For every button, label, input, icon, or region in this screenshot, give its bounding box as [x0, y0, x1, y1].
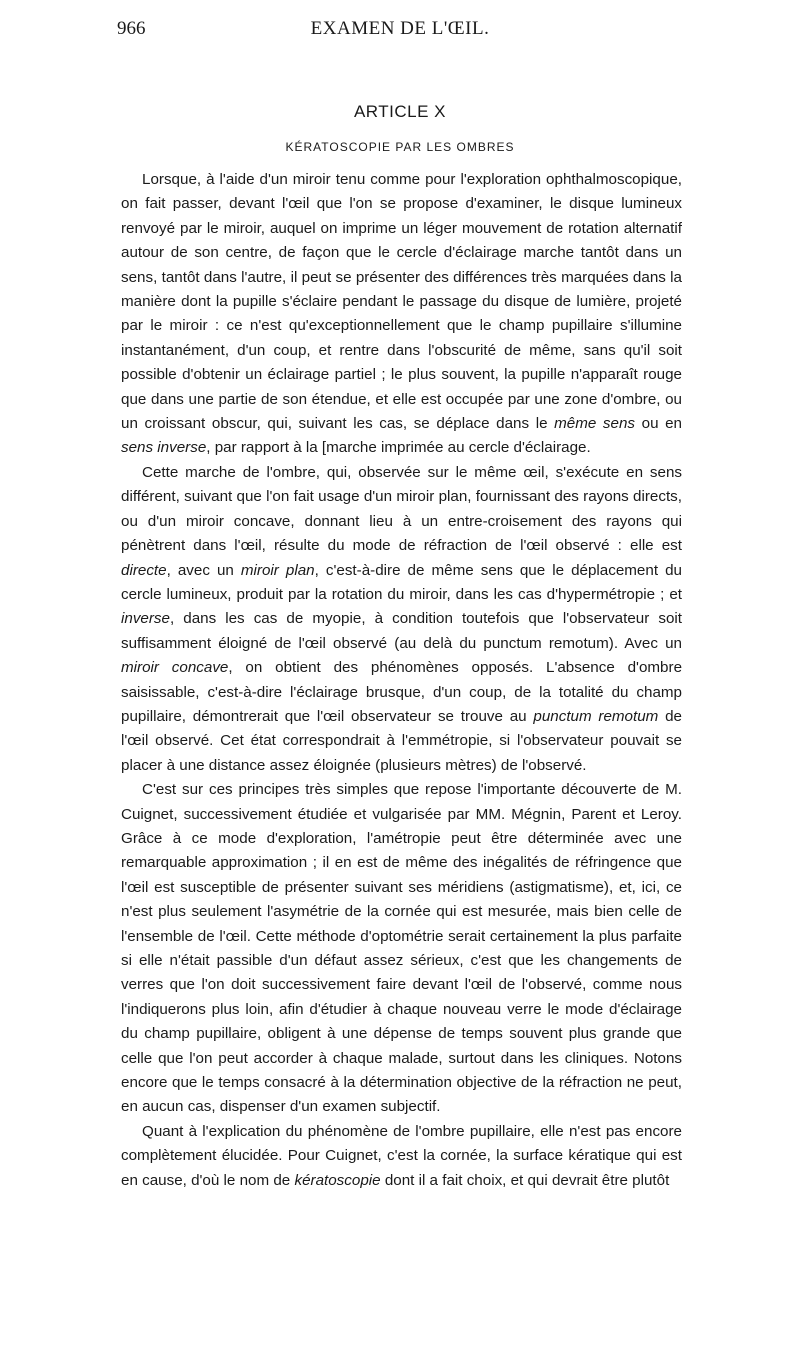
- paragraph: C'est sur ces principes très simples que repose l'importante découverte de M. Cuignet, successivement étudiée et vulgarisée par MM. Mégnin, Parent et Leroy. Grâce à ce mode d'exploration, l'amétropie peut être déterminée avec une remarquable approximation ; il en est de même des inégalités de réfringence que l'œil est susceptible de présenter suivant ses méridiens (astigmatisme), et, ici, ce n'est plus seulement l'asymétrie de la cornée qui est mesurée, mais bien celle de l'ensemble de l'œil. Cette méthode d'optométrie serait certainement la plus parfaite si elle n'était passible d'un défaut assez sérieux, c'est que les changements de verres que l'on doit successivement faire devant l'œil de l'observé, comme nous l'indiquerons plus loin, afin d'étudier à chaque nouveau verre le mode d'éclairage du champ pupillaire, obligent à une dépense de temps souvent plus grande que celle que l'on peut accorder à chaque malade, surtout dans les cliniques. Notons encore que le temps consacré à la détermination objective de la réfraction ne peut, en aucun cas, dispenser d'un examen subjectif.: [121, 781, 682, 1116]
- running-title: EXAMEN DE L'ŒIL.: [310, 18, 490, 39]
- page-number: 966: [117, 18, 146, 39]
- page-header: [0, 18, 800, 58]
- paragraph: Cette marche de l'ombre, qui, observée sur le même œil, s'exécute en sens différent, suivant que l'on fait usage d'un miroir plan, fournissant des rayons directs, ou d'un miroir concave, donnant lieu à un entre-croisement des rayons qui pénètrent dans l'œil, résulte du mode de réfraction de l'œil observé : elle est directe, avec un miroir plan, c'est-à-dire de même sens que le déplacement du cercle lumineux, produit par la rotation du miroir, dans les cas d'hypermétropie ; et inverse, dans les cas de myopie, à condition toutefois que l'observateur soit suffisamment éloigné de l'œil observé (au delà du punctum remotum). Avec un miroir concave, on obtient des phénomènes opposés. L'absence d'ombre saisissable, c'est-à-dire l'éclairage brusque, d'un coup, de la totalité du champ pupillaire, démontrerait que l'œil observateur se trouve au punctum remotum de l'œil observé. Cet état correspondrait à l'emmétropie, si l'observateur pouvait se placer à une distance assez éloignée (plusieurs mètres) de l'observé.: [121, 463, 683, 774]
- article-body: [121, 168, 682, 1193]
- paragraph: Lorsque, à l'aide d'un miroir tenu comme pour l'exploration ophthalmoscopique, on fait passer, devant l'œil que l'on se propose d'examiner, le disque lumineux renvoyé par le miroir, auquel on imprime un léger mouvement de rotation alternatif autour de son centre, de façon que le cercle d'éclairage marche tantôt dans un sens, tantôt dans l'autre, il peut se présenter des différences très marquées dans la manière dont la pupille s'éclaire pendant le passage du disque de lumière, projeté par le miroir : ce n'est qu'exceptionnellement que le champ pupillaire s'illumine instantanément, d'un coup, et rentre dans l'obscurité de même, sans qu'il soit possible d'obtenir un éclairage partiel ; le plus souvent, la pupille n'apparaît rouge que dans une partie de son étendue, et elle est occupée par une zone d'ombre, ou un croissant obscur, qui, suivant les cas, se déplace dans le même sens ou en sens inverse, par rapport à la [marche imprimée au cercle d'éclairage.: [121, 171, 683, 457]
- article-title: ARTICLE X: [353, 102, 447, 121]
- paragraph: Quant à l'explication du phénomène de l'ombre pupillaire, elle n'est pas encore complètement élucidée. Pour Cuignet, c'est la cornée, la surface kératique qui est en cause, d'où le nom de kératoscopie dont il a fait choix, et qui devrait être plutôt: [121, 1122, 682, 1189]
- article-subtitle: KÉRATOSCOPIE PAR LES OMBRES: [285, 140, 515, 154]
